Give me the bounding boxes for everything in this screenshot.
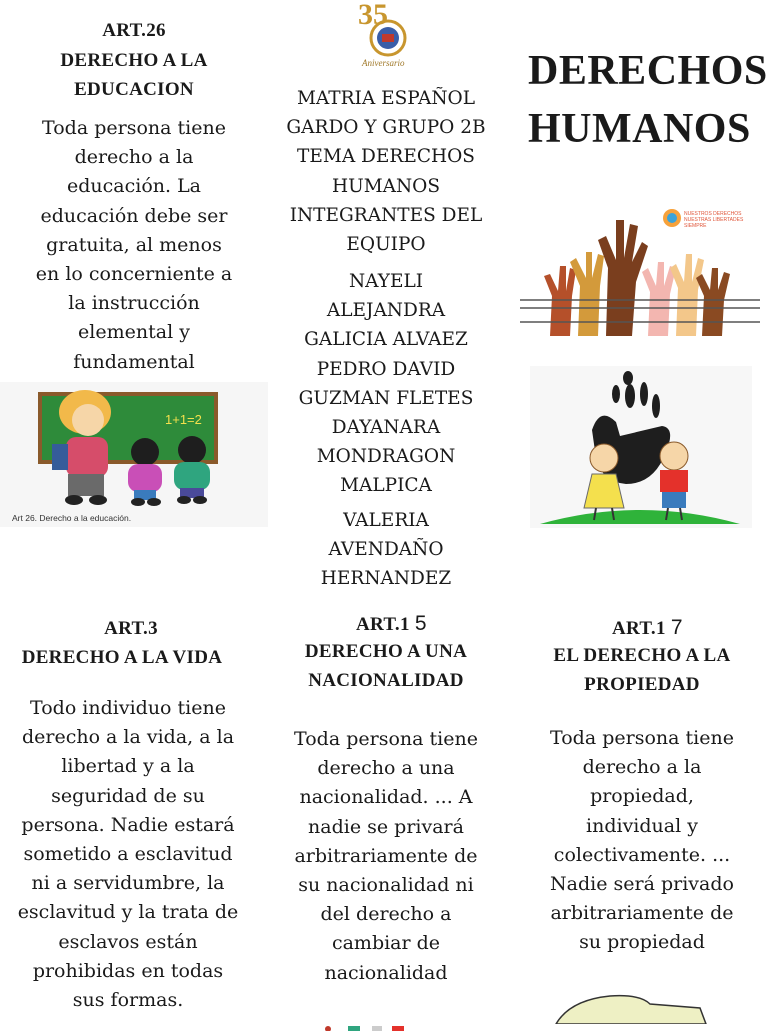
children-hand-picture: [530, 366, 752, 528]
art15-title: [356, 609, 427, 639]
art26-body-line: gratuita, al menos: [46, 233, 222, 256]
classroom-picture: [0, 382, 268, 527]
art3-body-line: prohibidas en todas: [32, 959, 224, 982]
member-line: AVENDAÑO: [328, 539, 444, 561]
art15-body-line: nacionalidad. ... A: [299, 786, 473, 809]
main-title-line: DERECHOS: [528, 48, 768, 94]
art26-body-line: educación debe ser: [40, 204, 228, 227]
info-line: GARDO Y GRUPO 2B: [286, 117, 486, 139]
team-member-last: [268, 506, 504, 594]
art17-title: [612, 613, 683, 643]
info-line: MATRIA ESPAÑOL: [296, 88, 476, 109]
member-line: GUZMAN FLETES: [298, 387, 474, 409]
member-line: NAYELI: [348, 271, 424, 292]
art3-body: [0, 694, 256, 1015]
art15-body-line: nacionalidad: [324, 961, 448, 984]
art26-heading-line: DERECHO A LA: [60, 50, 208, 71]
member-line: HERNANDEZ: [320, 568, 452, 590]
art3-title: ART.3: [104, 618, 158, 639]
flag-fragment-icon: [318, 1023, 408, 1031]
art3-body-line: persona. Nadie estará: [21, 813, 235, 836]
info-line: HUMANOS: [331, 175, 441, 197]
art17-body-line: propiedad,: [590, 785, 694, 808]
main-title: [528, 42, 768, 158]
raised-hands-picture: [520, 196, 760, 346]
logo-number: 35: [358, 0, 388, 31]
art17-prefix: ART.1: [612, 618, 666, 639]
art17-heading-line: EL DERECHO A LA: [553, 645, 731, 666]
art15-body-line: cambiar de: [331, 932, 441, 955]
art15-heading-line: DERECHO A UNA: [304, 641, 468, 662]
member-line: GALICIA ALVAEZ: [304, 329, 468, 351]
art26-body-line: derecho a la: [74, 146, 194, 169]
art3-body-line: Todo individuo tiene: [30, 697, 226, 719]
art17-heading-line: PROPIEDAD: [584, 674, 700, 695]
art26-heading-line: EDUCACION: [74, 79, 194, 100]
art15-body: [268, 725, 504, 988]
banner-line: SIEMPRE: [684, 223, 707, 229]
art26-body-line: la instrucción: [68, 292, 200, 315]
art3-body-line: libertad y a la: [61, 755, 195, 778]
raised-hands-image: [520, 196, 760, 346]
banner-line: NUESTROS DERECHOS: [684, 211, 742, 217]
member-line: MALPICA: [340, 475, 432, 497]
art3-body-line: seguridad de su: [51, 784, 205, 807]
art3-body-line: ni a servidumbre, la: [31, 872, 225, 895]
chalkboard-text: 1+1=2: [165, 412, 202, 427]
info-line: INTEGRANTES DEL: [289, 204, 483, 226]
hands-icon: [544, 220, 730, 336]
banner-logo-icon: [663, 209, 681, 227]
main-title-line: HUMANOS: [528, 106, 751, 152]
art15-body-line: nadie se privará: [308, 815, 464, 838]
art17-heading: [516, 641, 768, 699]
children-hand-image: [530, 366, 752, 528]
education-illustration: [0, 382, 268, 527]
art15-body-line: del derecho a: [320, 903, 452, 926]
team-info: [268, 84, 504, 259]
art3-body-line: sus formas.: [72, 989, 184, 1012]
art15-prefix: ART.1: [356, 614, 410, 635]
art15-body-line: Toda persona tiene: [294, 728, 478, 750]
member-line: VALERIA: [343, 510, 429, 531]
art26-body: [0, 114, 268, 377]
anniversary-logo: [356, 2, 416, 74]
flag-fragment: [318, 1016, 408, 1024]
art17-body-line: derecho a la: [582, 756, 702, 779]
art17-body-line: arbitrariamente de: [550, 902, 734, 925]
art15-number: 5: [414, 612, 427, 635]
banner-line: NUESTRAS LIBERTADES: [684, 217, 744, 223]
land-fragment-icon: [550, 990, 710, 1024]
info-line: EQUIPO: [346, 234, 426, 256]
art26-body-line: elemental y: [78, 321, 190, 344]
info-line: TEMA DERECHOS: [297, 146, 475, 168]
art3-body-line: esclavos están: [58, 930, 198, 953]
art15-body-line: su nacionalidad ni: [298, 874, 474, 897]
member-line: ALEJANDRA: [326, 300, 446, 322]
art17-body-line: Nadie será privado: [550, 873, 734, 896]
art3-heading: DERECHO A LA VIDA: [21, 647, 223, 668]
art15-body-line: arbitrariamente de: [294, 844, 478, 867]
art3-body-line: esclavitud y la trata de: [17, 901, 239, 924]
member-line: PEDRO DAVID: [316, 358, 456, 380]
art17-number: 7: [670, 616, 683, 639]
member-line: DAYANARA: [331, 417, 441, 439]
logo-word: Aniversario: [362, 58, 405, 68]
art26-title: ART.26: [102, 20, 166, 41]
art3-body-line: sometido a esclavitud: [23, 843, 233, 866]
art26-body-line: fundamental: [73, 350, 195, 373]
art26-heading: [0, 46, 268, 104]
member-line: MONDRAGON: [316, 446, 456, 468]
property-illustration-fragment: [550, 990, 710, 1024]
art17-body: [516, 724, 768, 958]
art15-body-line: derecho a una: [317, 757, 455, 780]
education-caption: Art 26. Derecho a la educación.: [12, 513, 132, 523]
art26-body-line: en lo concerniente a: [35, 263, 233, 286]
art15-heading: [268, 637, 504, 695]
team-members: [268, 267, 504, 501]
art17-body-line: individual y: [586, 814, 698, 837]
art15-heading-line: NACIONALIDAD: [308, 670, 464, 691]
art26-body-line: Toda persona tiene: [42, 117, 226, 139]
art17-body-line: colectivamente. ...: [553, 843, 731, 866]
art26-body-line: educación. La: [66, 175, 202, 198]
art17-body-line: su propiedad: [579, 931, 705, 954]
art17-body-line: Toda persona tiene: [550, 727, 734, 749]
art3-body-line: derecho a la vida, a la: [21, 726, 235, 749]
